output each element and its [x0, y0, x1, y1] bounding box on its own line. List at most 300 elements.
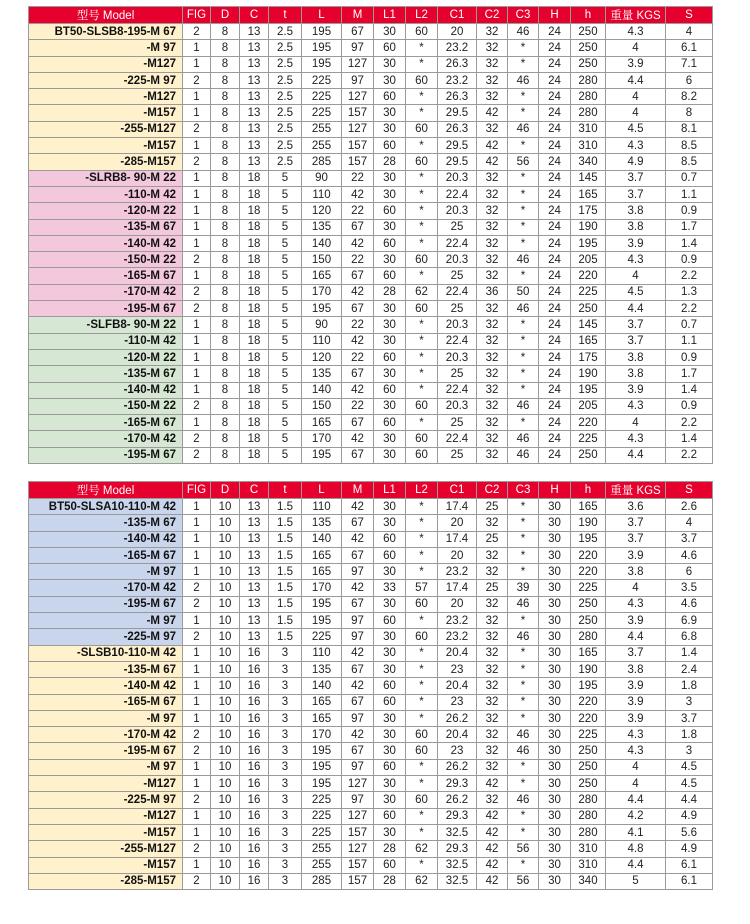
value-cell: 32 — [477, 515, 508, 531]
value-cell: 16 — [240, 873, 269, 889]
value-cell: 195 — [571, 531, 606, 547]
value-cell: 110 — [302, 333, 342, 349]
value-cell: 255 — [302, 121, 342, 137]
value-cell: 195 — [302, 613, 342, 629]
value-cell: 29.5 — [438, 154, 477, 170]
value-cell: 42 — [477, 841, 508, 857]
value-cell: 150 — [302, 398, 342, 414]
value-cell: 60 — [374, 203, 406, 219]
value-cell: 97 — [342, 613, 374, 629]
value-cell: 1 — [183, 138, 211, 154]
value-cell: 1 — [183, 170, 211, 186]
value-cell: 18 — [240, 349, 269, 365]
value-cell: 5 — [269, 219, 302, 235]
column-header: L2 — [406, 482, 438, 499]
value-cell: 32 — [477, 349, 508, 365]
model-cell: -135-M 67 — [29, 661, 183, 677]
value-cell: 225 — [302, 792, 342, 808]
value-cell: 18 — [240, 382, 269, 398]
value-cell: 30 — [539, 727, 571, 743]
value-cell: 24 — [539, 284, 571, 300]
value-cell: 4.4 — [606, 72, 666, 88]
value-cell: * — [508, 219, 539, 235]
value-cell: 8 — [211, 268, 240, 284]
value-cell: * — [406, 317, 438, 333]
value-cell: * — [406, 857, 438, 873]
value-cell: 2 — [183, 121, 211, 137]
value-cell: 0.9 — [666, 203, 713, 219]
value-cell: 22 — [342, 349, 374, 365]
value-cell: 25 — [438, 447, 477, 463]
value-cell: 20.3 — [438, 252, 477, 268]
value-cell: 225 — [302, 808, 342, 824]
value-cell: 22 — [342, 170, 374, 186]
value-cell: 127 — [342, 89, 374, 105]
model-cell: -SLFB8- 90-M 22 — [29, 317, 183, 333]
value-cell: 7.1 — [666, 56, 713, 72]
value-cell: 2 — [183, 398, 211, 414]
value-cell: 30 — [374, 301, 406, 317]
value-cell: 30 — [374, 447, 406, 463]
value-cell: 4.9 — [666, 808, 713, 824]
value-cell: 4 — [606, 415, 666, 431]
column-header: FIG — [183, 482, 211, 499]
value-cell: 20.4 — [438, 727, 477, 743]
value-cell: 8 — [211, 56, 240, 72]
value-cell: 8 — [211, 138, 240, 154]
model-cell: -M127 — [29, 56, 183, 72]
value-cell: 60 — [406, 792, 438, 808]
value-cell: 157 — [342, 105, 374, 121]
value-cell: * — [508, 613, 539, 629]
value-cell: 195 — [571, 678, 606, 694]
model-cell: -M157 — [29, 138, 183, 154]
model-cell: -140-M 42 — [29, 382, 183, 398]
value-cell: 18 — [240, 366, 269, 382]
value-cell: 29.3 — [438, 776, 477, 792]
value-cell: 1.5 — [269, 613, 302, 629]
value-cell: 24 — [539, 447, 571, 463]
value-cell: 16 — [240, 824, 269, 840]
value-cell: 30 — [374, 431, 406, 447]
value-cell: 1 — [183, 415, 211, 431]
value-cell: 3 — [269, 776, 302, 792]
value-cell: 42 — [477, 776, 508, 792]
value-cell: * — [508, 40, 539, 56]
value-cell: 60 — [406, 447, 438, 463]
value-cell: * — [508, 515, 539, 531]
model-cell: -225-M 97 — [29, 72, 183, 88]
value-cell: 157 — [342, 857, 374, 873]
value-cell: 220 — [571, 564, 606, 580]
value-cell: 3 — [269, 661, 302, 677]
value-cell: 60 — [406, 301, 438, 317]
column-header: C1 — [438, 482, 477, 499]
value-cell: 1 — [183, 857, 211, 873]
value-cell: 24 — [539, 431, 571, 447]
value-cell: 5 — [269, 301, 302, 317]
value-cell: 2 — [183, 252, 211, 268]
value-cell: * — [406, 415, 438, 431]
value-cell: 1.5 — [269, 547, 302, 563]
value-cell: 1 — [183, 515, 211, 531]
value-cell: 32 — [477, 759, 508, 775]
value-cell: 17.4 — [438, 580, 477, 596]
value-cell: 16 — [240, 645, 269, 661]
value-cell: 145 — [571, 170, 606, 186]
model-cell: -140-M 42 — [29, 235, 183, 251]
value-cell: 195 — [302, 24, 342, 40]
value-cell: 32 — [477, 398, 508, 414]
value-cell: 36 — [477, 284, 508, 300]
column-header: 型号 Model — [29, 7, 183, 24]
value-cell: 3 — [269, 841, 302, 857]
value-cell: 225 — [302, 72, 342, 88]
value-cell: 18 — [240, 398, 269, 414]
value-cell: 225 — [571, 580, 606, 596]
value-cell: * — [406, 138, 438, 154]
value-cell: 157 — [342, 873, 374, 889]
value-cell: 13 — [240, 121, 269, 137]
value-cell: 1 — [183, 366, 211, 382]
value-cell: 33 — [374, 580, 406, 596]
value-cell: 190 — [571, 219, 606, 235]
value-cell: 97 — [342, 40, 374, 56]
value-cell: * — [508, 499, 539, 515]
value-cell: 195 — [302, 447, 342, 463]
value-cell: * — [406, 531, 438, 547]
value-cell: 2.2 — [666, 447, 713, 463]
value-cell: 4.4 — [606, 792, 666, 808]
value-cell: 2.2 — [666, 301, 713, 317]
value-cell: 3.9 — [606, 382, 666, 398]
value-cell: 60 — [374, 531, 406, 547]
value-cell: * — [508, 661, 539, 677]
value-cell: 8 — [211, 284, 240, 300]
value-cell: 1 — [183, 235, 211, 251]
value-cell: * — [406, 170, 438, 186]
value-cell: 165 — [302, 564, 342, 580]
value-cell: 8 — [211, 382, 240, 398]
value-cell: 18 — [240, 252, 269, 268]
value-cell: 24 — [539, 203, 571, 219]
value-cell: 1 — [183, 382, 211, 398]
model-cell: -150-M 22 — [29, 398, 183, 414]
value-cell: 3 — [269, 792, 302, 808]
model-cell: -225-M 97 — [29, 629, 183, 645]
column-header: H — [539, 482, 571, 499]
value-cell: 32 — [477, 743, 508, 759]
value-cell: 2 — [183, 301, 211, 317]
value-cell: 20.3 — [438, 349, 477, 365]
value-cell: 22.4 — [438, 284, 477, 300]
table-row — [29, 564, 713, 580]
value-cell: 30 — [374, 121, 406, 137]
column-header: 重量 KGS — [606, 482, 666, 499]
model-cell: -195-M 67 — [29, 447, 183, 463]
value-cell: 10 — [211, 596, 240, 612]
value-cell: 10 — [211, 873, 240, 889]
value-cell: 22 — [342, 317, 374, 333]
value-cell: 30 — [539, 710, 571, 726]
value-cell: 60 — [406, 252, 438, 268]
value-cell: 30 — [539, 743, 571, 759]
value-cell: 145 — [571, 317, 606, 333]
value-cell: 10 — [211, 808, 240, 824]
value-cell: * — [508, 759, 539, 775]
value-cell: 4.4 — [606, 447, 666, 463]
value-cell: 140 — [302, 678, 342, 694]
value-cell: 10 — [211, 580, 240, 596]
value-cell: 30 — [539, 547, 571, 563]
model-cell: -110-M 42 — [29, 333, 183, 349]
value-cell: 1 — [183, 40, 211, 56]
table-row — [29, 382, 713, 398]
value-cell: 26.3 — [438, 56, 477, 72]
value-cell: 8.5 — [666, 138, 713, 154]
value-cell: 250 — [571, 776, 606, 792]
value-cell: * — [406, 203, 438, 219]
value-cell: 3.8 — [606, 564, 666, 580]
value-cell: 1 — [183, 219, 211, 235]
value-cell: 170 — [302, 431, 342, 447]
value-cell: 32 — [477, 235, 508, 251]
value-cell: 10 — [211, 613, 240, 629]
value-cell: 46 — [508, 301, 539, 317]
value-cell: 3 — [269, 678, 302, 694]
column-header: M — [342, 482, 374, 499]
value-cell: 46 — [508, 398, 539, 414]
value-cell: 42 — [342, 499, 374, 515]
value-cell: 340 — [571, 873, 606, 889]
value-cell: 32 — [477, 252, 508, 268]
value-cell: * — [508, 333, 539, 349]
value-cell: 1 — [183, 203, 211, 219]
value-cell: 10 — [211, 824, 240, 840]
value-cell: 170 — [302, 580, 342, 596]
value-cell: 135 — [302, 366, 342, 382]
value-cell: 32 — [477, 203, 508, 219]
value-cell: 2 — [183, 72, 211, 88]
value-cell: 175 — [571, 203, 606, 219]
value-cell: 30 — [374, 170, 406, 186]
value-cell: 26.2 — [438, 710, 477, 726]
value-cell: 23.2 — [438, 629, 477, 645]
value-cell: 30 — [539, 873, 571, 889]
value-cell: 3 — [269, 694, 302, 710]
value-cell: 225 — [302, 89, 342, 105]
model-cell: -110-M 42 — [29, 186, 183, 202]
value-cell: 225 — [571, 284, 606, 300]
model-cell: -150-M 22 — [29, 252, 183, 268]
column-header: L2 — [406, 7, 438, 24]
value-cell: 5 — [269, 252, 302, 268]
model-cell: -135-M 67 — [29, 366, 183, 382]
value-cell: 30 — [539, 776, 571, 792]
value-cell: 5 — [269, 382, 302, 398]
value-cell: 30 — [374, 24, 406, 40]
model-cell: -M127 — [29, 89, 183, 105]
value-cell: 60 — [374, 415, 406, 431]
value-cell: * — [406, 759, 438, 775]
value-cell: 1 — [183, 776, 211, 792]
value-cell: 340 — [571, 154, 606, 170]
value-cell: 18 — [240, 284, 269, 300]
value-cell: 1 — [183, 808, 211, 824]
value-cell: 24 — [539, 301, 571, 317]
value-cell: 2 — [183, 154, 211, 170]
value-cell: 22.4 — [438, 431, 477, 447]
table-row — [29, 24, 713, 40]
value-cell: 60 — [406, 431, 438, 447]
table-row — [29, 366, 713, 382]
value-cell: 32 — [477, 694, 508, 710]
value-cell: 3.7 — [666, 531, 713, 547]
value-cell: 6.1 — [666, 857, 713, 873]
value-cell: 8 — [211, 121, 240, 137]
table-row — [29, 596, 713, 612]
value-cell: 30 — [374, 515, 406, 531]
table-row — [29, 613, 713, 629]
value-cell: 3.8 — [606, 219, 666, 235]
value-cell: 30 — [374, 776, 406, 792]
value-cell: 1 — [183, 531, 211, 547]
value-cell: 3.7 — [606, 645, 666, 661]
model-cell: -M 97 — [29, 564, 183, 580]
table-row — [29, 499, 713, 515]
value-cell: 13 — [240, 531, 269, 547]
value-cell: 18 — [240, 203, 269, 219]
value-cell: 32 — [477, 333, 508, 349]
value-cell: 16 — [240, 759, 269, 775]
value-cell: 97 — [342, 792, 374, 808]
value-cell: 26.3 — [438, 89, 477, 105]
value-cell: 42 — [342, 580, 374, 596]
value-cell: 24 — [539, 398, 571, 414]
model-cell: -120-M 22 — [29, 203, 183, 219]
value-cell: 67 — [342, 301, 374, 317]
value-cell: 205 — [571, 398, 606, 414]
model-cell: -M 97 — [29, 710, 183, 726]
value-cell: * — [508, 694, 539, 710]
value-cell: 20.3 — [438, 170, 477, 186]
value-cell: 8 — [211, 105, 240, 121]
value-cell: 165 — [571, 645, 606, 661]
value-cell: * — [508, 857, 539, 873]
value-cell: * — [406, 235, 438, 251]
table-row — [29, 547, 713, 563]
value-cell: 62 — [406, 873, 438, 889]
value-cell: * — [406, 678, 438, 694]
value-cell: 25 — [438, 366, 477, 382]
value-cell: 170 — [302, 284, 342, 300]
value-cell: 67 — [342, 661, 374, 677]
value-cell: 255 — [302, 841, 342, 857]
value-cell: 60 — [374, 694, 406, 710]
model-cell: -170-M 42 — [29, 284, 183, 300]
model-cell: -M157 — [29, 824, 183, 840]
value-cell: 1 — [183, 333, 211, 349]
value-cell: 250 — [571, 40, 606, 56]
value-cell: 4.4 — [606, 301, 666, 317]
value-cell: 4.4 — [666, 792, 713, 808]
value-cell: * — [406, 547, 438, 563]
value-cell: 30 — [374, 564, 406, 580]
value-cell: 2 — [183, 841, 211, 857]
value-cell: 4 — [606, 776, 666, 792]
value-cell: 8 — [211, 186, 240, 202]
value-cell: * — [406, 564, 438, 580]
value-cell: 28 — [374, 284, 406, 300]
value-cell: 220 — [571, 694, 606, 710]
value-cell: 16 — [240, 857, 269, 873]
value-cell: 2.4 — [666, 661, 713, 677]
value-cell: 10 — [211, 629, 240, 645]
value-cell: 1 — [183, 499, 211, 515]
value-cell: 26.2 — [438, 759, 477, 775]
table-row — [29, 873, 713, 889]
value-cell: * — [406, 515, 438, 531]
value-cell: 1 — [183, 661, 211, 677]
value-cell: 3 — [269, 824, 302, 840]
value-cell: 25 — [438, 268, 477, 284]
value-cell: 165 — [302, 547, 342, 563]
value-cell: 10 — [211, 710, 240, 726]
value-cell: 10 — [211, 499, 240, 515]
value-cell: 20.3 — [438, 203, 477, 219]
value-cell: 280 — [571, 808, 606, 824]
value-cell: 10 — [211, 515, 240, 531]
value-cell: 8 — [211, 72, 240, 88]
value-cell: 16 — [240, 678, 269, 694]
value-cell: 30 — [539, 792, 571, 808]
value-cell: 4 — [666, 515, 713, 531]
value-cell: 10 — [211, 857, 240, 873]
column-header: L — [302, 482, 342, 499]
value-cell: 20.3 — [438, 398, 477, 414]
value-cell: 1 — [183, 89, 211, 105]
value-cell: 4.3 — [606, 138, 666, 154]
value-cell: 22 — [342, 252, 374, 268]
value-cell: 195 — [302, 40, 342, 56]
value-cell: 42 — [477, 808, 508, 824]
value-cell: 32.5 — [438, 873, 477, 889]
value-cell: 30 — [539, 857, 571, 873]
value-cell: 225 — [571, 727, 606, 743]
value-cell: 29.5 — [438, 138, 477, 154]
value-cell: 18 — [240, 170, 269, 186]
value-cell: 16 — [240, 710, 269, 726]
column-header: L1 — [374, 7, 406, 24]
value-cell: 32 — [477, 382, 508, 398]
value-cell: 5 — [269, 235, 302, 251]
value-cell: 13 — [240, 564, 269, 580]
value-cell: 26.3 — [438, 121, 477, 137]
value-cell: 280 — [571, 824, 606, 840]
column-header: D — [211, 482, 240, 499]
value-cell: 29.5 — [438, 105, 477, 121]
table-row — [29, 857, 713, 873]
value-cell: 42 — [342, 645, 374, 661]
column-header: C — [240, 7, 269, 24]
table-row — [29, 252, 713, 268]
value-cell: 0.9 — [666, 398, 713, 414]
value-cell: 32 — [477, 40, 508, 56]
value-cell: * — [406, 333, 438, 349]
value-cell: 4.6 — [666, 596, 713, 612]
value-cell: 1 — [183, 105, 211, 121]
value-cell: 13 — [240, 596, 269, 612]
